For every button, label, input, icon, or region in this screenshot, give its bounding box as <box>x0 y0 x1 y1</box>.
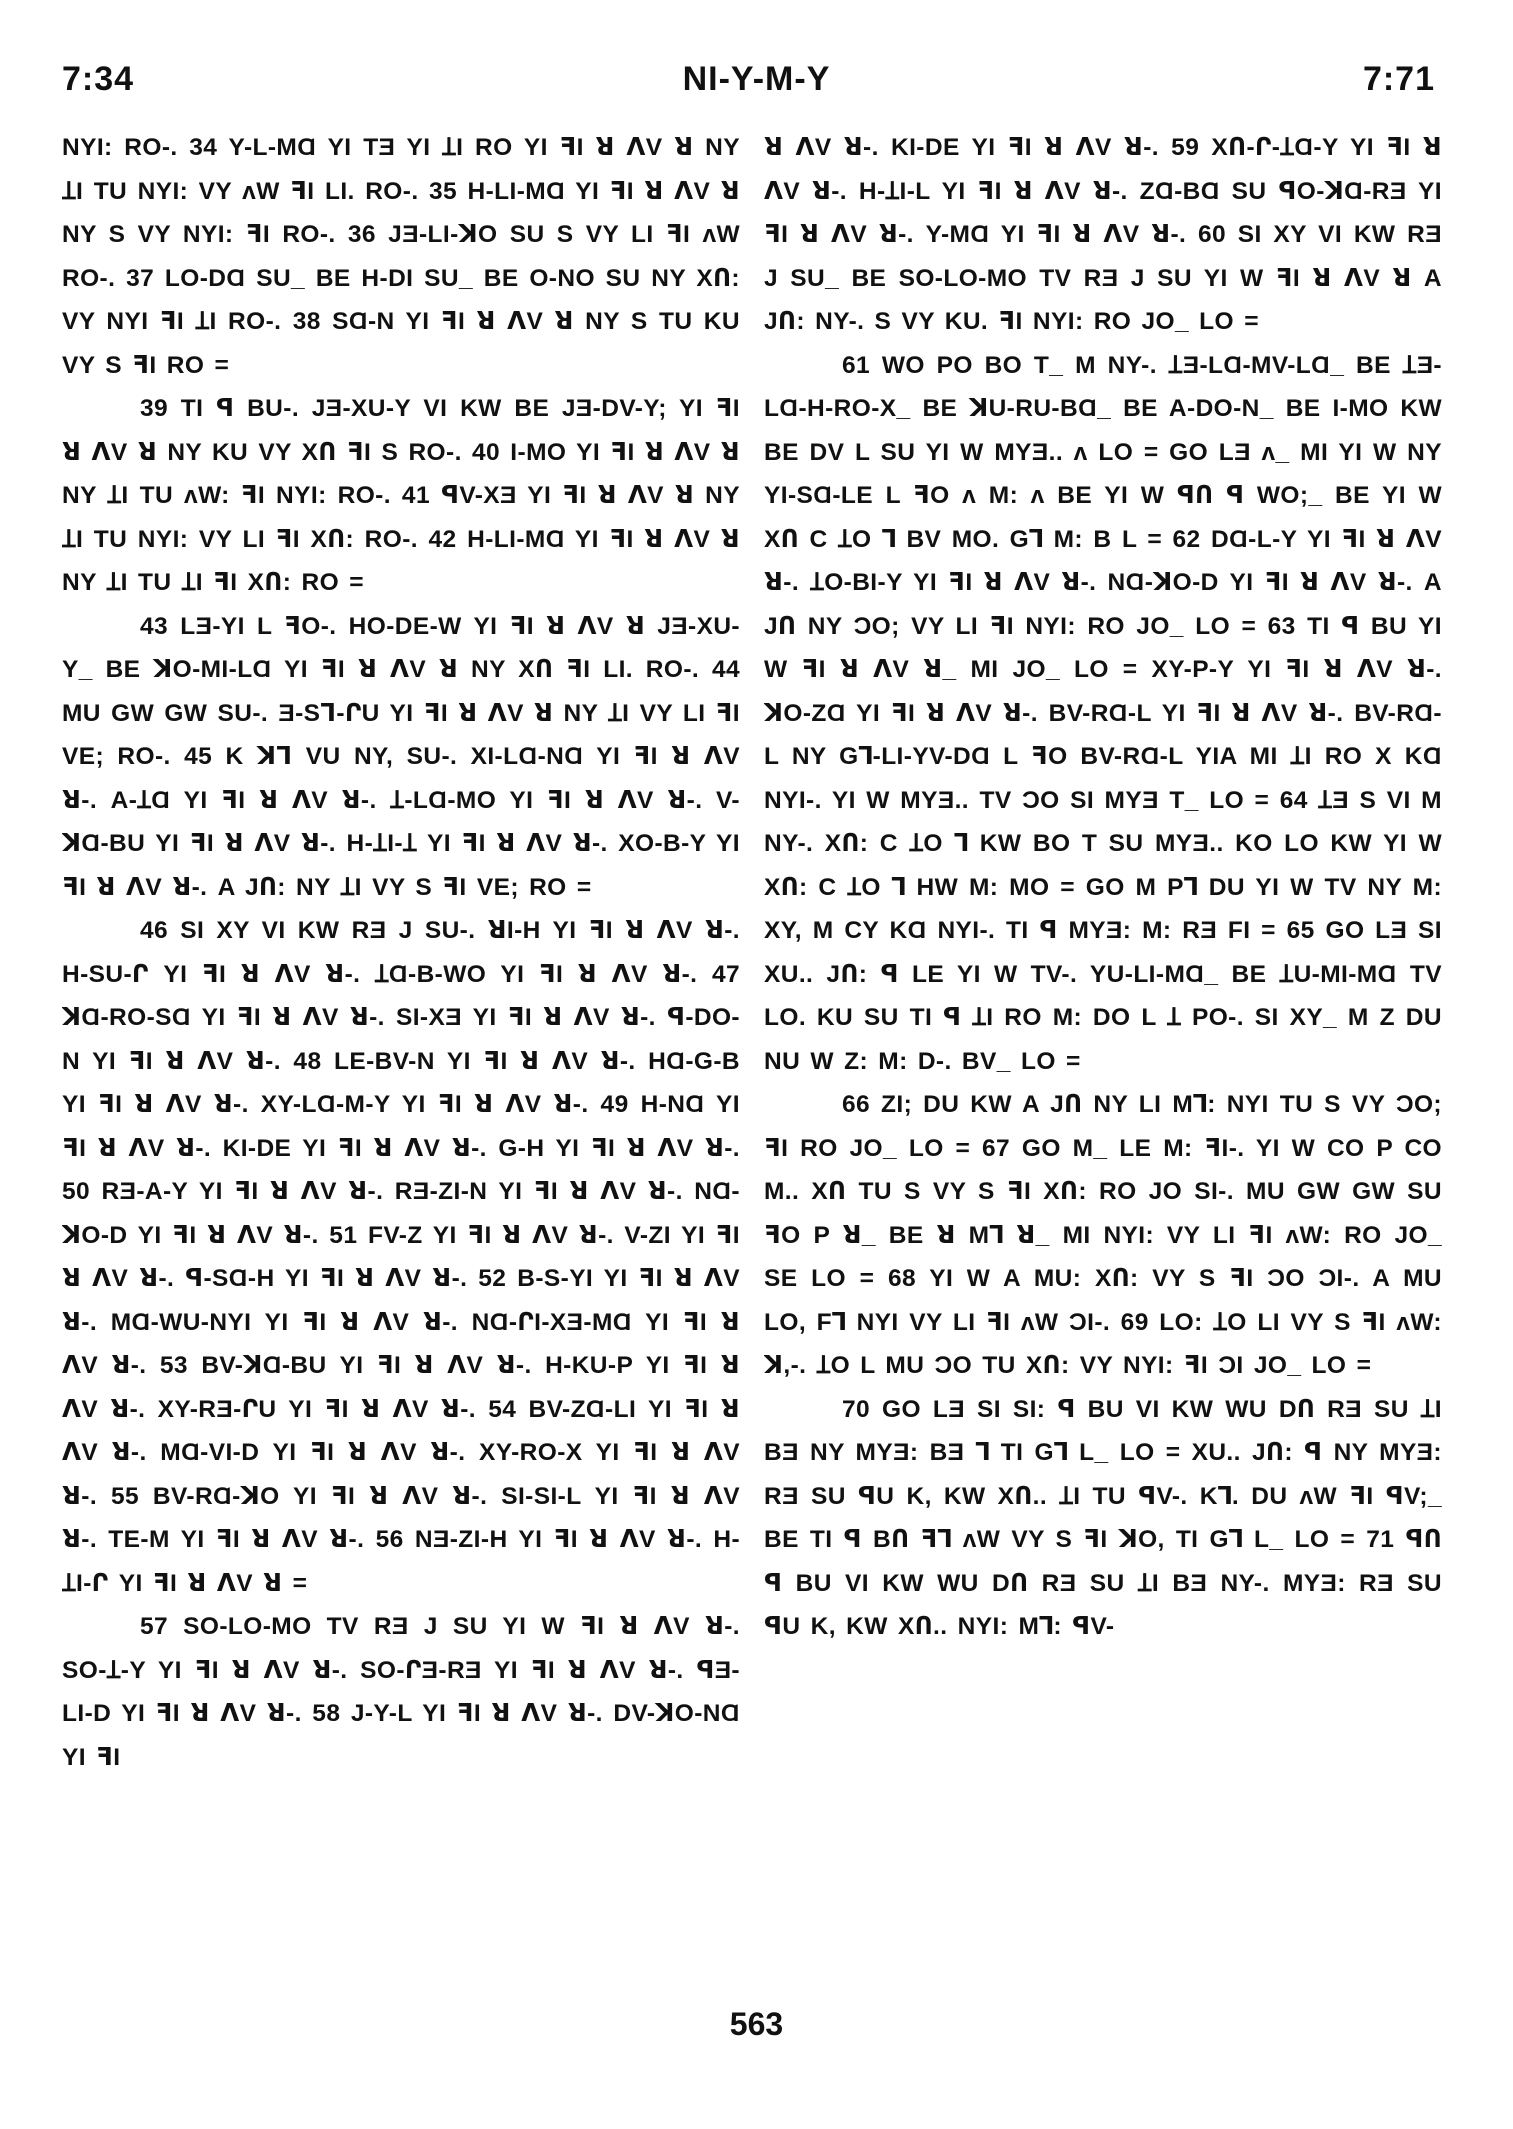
verse-text: ꞱƎ S VI M NY-. XՈ: C ꞱO ꓶ KW BO T SU MYƎ.. KO LO KW YI W XՈ: C ꞱO ꓶ HW M: MO = GO M Pꓶ DU YI W TV NY M: XY, M CY KⱭ NYI-. TI ꟼ MYƎ: M: RƎ FI = <box>764 786 1442 944</box>
left-text-column <box>62 126 740 1986</box>
verse-number: 45 <box>184 743 213 770</box>
verse-text: BV-ZⱭ-LI YI ꟻI ꓤ ꓥV ꓤ-. MⱭ-VI-D YI ꟻI ꓤ ꓥV ꓤ-. XY-RO-X YI ꟻI ꓤ ꓥV ꓤ-. <box>62 1395 740 1510</box>
verse-text: NYI: RO-. <box>62 134 190 161</box>
verse-text: GO LƎ SI SI: ꟼ BU VI KW WU DՈ RƎ SU ꞱI BƎ NY MYƎ: BƎ ꓶ TI Gꓶ L_ LO = XU.. JՈ: ꟼ NY MYƎ: RƎ SU ꟼU K, KW XՈ.. ꞱI TU ꟼV-. Kꓶ. DU ʌW ꟻI ꟼV;_ BE TI ꟼ BՈ ꟻꓶ ʌW VY S ꟻI ꓘO, TI Gꓶ L_ LO = <box>764 1395 1442 1553</box>
verse-number: 68 <box>874 1265 916 1292</box>
verse-number: 50 <box>62 1178 91 1205</box>
verse-text: FV-Z YI ꟻI ꓤ ꓥV ꓤ-. V-ZI YI ꟻI ꓤ ꓥV ꓤ-. ꟼ-SⱭ-H YI ꟻI ꓤ ꓥV ꓤ-. <box>62 1221 740 1292</box>
paragraph <box>62 387 740 605</box>
verse-number: 64 <box>1269 786 1308 814</box>
verse-number: 48 <box>293 1047 322 1075</box>
verse-text: LƎ-YI L ꟻO-. HO-DE-W YI ꟻI ꓤ ꓥV ꓤ JƎ-XU-Y_ BE ꓘO-MI-LⱭ YI ꟻI ꓤ ꓥV ꓤ NY XՈ ꟻI LI. RO-. <box>62 612 740 683</box>
paragraph <box>62 126 740 387</box>
verse-number: 69 <box>1120 1308 1149 1336</box>
verse-number: 61 <box>842 351 871 379</box>
verse-text: LO-DⱭ SU_ BE H-DI SU_ BE O-NO SU NY XՈ: VY NYI ꟻI ꞱI RO-. <box>62 264 740 335</box>
verse-number: 44 <box>711 656 740 683</box>
verse-number: 43 <box>140 612 169 640</box>
header-book-title: NI-Y-M-Y <box>682 60 831 98</box>
paragraph <box>764 1388 1442 1649</box>
verse-number: 54 <box>488 1395 517 1423</box>
verse-text: BV-ꓘⱭ-BU YI ꟻI ꓤ ꓥV ꓤ-. H-KU-P YI ꟻI ꓤ ꓥV ꓤ-. XY-RƎ-ՐU YI ꟻI ꓤ ꓥV ꓤ-. <box>62 1352 740 1423</box>
header-chapter-verse-end: 7:71 <box>1362 60 1435 98</box>
verse-number: 47 <box>711 960 740 988</box>
verse-number: 52 <box>478 1265 507 1292</box>
verse-text: RƎ-A-Y YI ꟻI ꓤ ꓥV ꓤ-. RƎ-ZI-N YI ꟻI ꓤ ꓥV ꓤ-. NⱭ-ꓘO-D YI ꟻI ꓤ ꓥV ꓤ-. <box>62 1178 740 1249</box>
verse-text: ꓤ ꓥV ꓤ-. KI-DE YI ꟻI ꓤ ꓥV ꓤ-. <box>764 134 1172 161</box>
verse-number: 71 <box>1355 1526 1395 1553</box>
right-text-column <box>764 126 1442 1986</box>
verse-number: 66 <box>842 1091 871 1118</box>
paragraph <box>764 126 1442 344</box>
verse-number: 42 <box>428 525 457 553</box>
verse-number: 46 <box>140 917 169 944</box>
paragraph <box>62 605 740 910</box>
verse-text: ꟼV-XƎ YI ꟻI ꓤ ꓥV ꓤ NY ꞱI TU NYI: VY LI ꟻI XՈ: RO-. <box>62 482 740 553</box>
verse-text: GO LƎ SI XU.. JՈ: ꟼ LE YI W TV-. YU-LI-MⱭ_ BE ꞱU-MI-MⱭ TV LO. KU SU TI ꟼ ꞱI RO M: DO L Ʇ PO-. SI XY_ M Z DU NU W Z: M: D-. BV_ LO = <box>764 917 1442 1075</box>
verse-number: 60 <box>1197 221 1227 248</box>
verse-text: WO PO BO T_ M NY-. ꞱƎ-LⱭ-MV-LⱭ_ BE ꞱƎ-LⱭ-H-RO-X_ BE ꓘU-RU-BⱭ_ BE A-DO-N_ BE I-MO KW BE DV L SU YI W MYƎ.. ʌ LO = GO LƎ ʌ_ MI YI W NY YI-SⱭ-LE L ꟻO ʌ M: ʌ BE YI W ꟼՈ ꟼ WO;_ BE YI W XՈ C ꞱO ꓶ BV MO. Gꓶ M: B L = <box>764 351 1442 553</box>
verse-text: YI W A MU: XՈ: VY S ꟻI ƆO ƆI-. A MU LO, Fꓶ NYI VY LI ꟻI ʌW ƆI-. <box>764 1265 1442 1336</box>
verse-text: TI ꟼ BU YI W ꟻI ꓤ ꓥV ꓤ_ MI JO_ LO = XY-P-Y YI ꟻI ꓤ ꓥV ꓤ-. ꓘO-ZⱭ YI ꟻI ꓤ ꓥV ꓤ-. BV-RⱭ-L YI ꟻI ꓤ ꓥV ꓤ-. BV-RⱭ-L NY Gꓶ-LI-YV-DⱭ L ꟻO BV-RⱭ-L YIA MI ꞱI RO X KⱭ NYI-. YI W MYƎ.. TV ƆO SI MYƎ T_ LO = <box>764 612 1442 814</box>
verse-text: K ꓘꞀ VU NY, SU-. XI-LⱭ-NⱭ YI ꟻI ꓤ ꓥV ꓤ-. A-ꞱⱭ YI ꟻI ꓤ ꓥV ꓤ-. Ʇ-LⱭ-MO YI ꟻI ꓤ ꓥV ꓤ-. V-ꓘⱭ-BU YI ꟻI ꓤ ꓥV ꓤ-. H-ꞱI-Ʇ YI ꟻI ꓤ ꓥV ꓤ-. XO-B-Y YI ꟻI ꓤ ꓥV ꓤ-. A JՈ: NY ꞱI VY S ꟻI VE; RO = <box>62 743 740 901</box>
verse-number: 57 <box>140 1613 169 1640</box>
verse-text: JƎ-LI-ꓘO SU S VY LI ꟻI ʌW RO-. <box>62 221 740 292</box>
verse-text: B-S-YI YI ꟻI ꓤ ꓥV ꓤ-. MⱭ-WU-NYI YI ꟻI ꓤ ꓥV ꓤ-. NⱭ-ՐI-XƎ-MⱭ YI ꟻI ꓤ ꓥV ꓤ-. <box>62 1265 740 1379</box>
verse-text: SO-LO-MO TV RƎ J SU YI W ꟻI ꓤ ꓥV ꓤ-. SO-Ʇ-Y YI ꟻI ꓤ ꓥV ꓤ-. SO-ՐƎ-RƎ YI ꟻI ꓤ ꓥV ꓤ-. ꟼƎ-LI-D YI ꟻI ꓤ ꓥV ꓤ-. <box>62 1613 740 1727</box>
verse-text: GO M_ LE M: ꟻI-. YI W CO P CO M.. XՈ TU S VY S ꟻI XՈ: RO JO SI-. MU GW GW SU ꟻO P ꓤ_ BE ꓤ Mꓶ ꓤ_ MI NYI: VY LI ꟻI ʌW: RO JO_ SE LO = <box>764 1134 1442 1292</box>
verse-text: ꟼՈ ꟼ BU VI KW WU DՈ RƎ SU ꞱI BƎ NY-. MYƎ: RƎ SU ꟼU K, KW XՈ.. NYI: Mꓶ: ꟼV- <box>764 1526 1442 1640</box>
verse-number: 53 <box>159 1352 188 1379</box>
verse-text: XՈ-Ր-ꞱⱭ-Y YI ꟻI ꓤ ꓥV ꓤ-. H-ꞱI-L YI ꟻI ꓤ ꓥV ꓤ-. ZⱭ-BⱭ SU ꟼO-ꓘⱭ-RƎ YI ꟻI ꓤ ꓥV ꓤ-. Y-MⱭ YI ꟻI ꓤ ꓥV ꓤ-. <box>764 134 1442 248</box>
verse-number: 40 <box>472 438 501 466</box>
verse-text: LE-BV-N YI ꟻI ꓤ ꓥV ꓤ-. HⱭ-G-B YI ꟻI ꓤ ꓥV ꓤ-. XY-LⱭ-M-Y YI ꟻI ꓤ ꓥV ꓤ-. <box>62 1047 740 1118</box>
verse-number: 55 <box>110 1482 139 1510</box>
verse-number: 56 <box>375 1526 404 1553</box>
paragraph <box>62 909 740 1605</box>
verse-number: 41 <box>401 482 430 509</box>
verse-text: DⱭ-L-Y YI ꟻI ꓤ ꓥV ꓤ-. ꞱO-BI-Y YI ꟻI ꓤ ꓥV ꓤ-. NⱭ-ꓘO-D YI ꟻI ꓤ ꓥV ꓤ-. A JՈ NY ƆO; VY LI ꟻI NYI: RO JO_ LO = <box>764 525 1442 640</box>
verse-text: SI XY VI KW RƎ J SU_ BE SO-LO-MO TV RƎ J SU YI W ꟻI ꓤ ꓥV ꓤ A JՈ: NY-. S VY KU. ꟻI NYI: RO JO_ LO = <box>764 221 1442 335</box>
paragraph <box>62 1605 740 1779</box>
verse-text: ꓘⱭ-RO-SⱭ YI ꟻI ꓤ ꓥV ꓤ-. SI-XƎ YI ꟻI ꓤ ꓥV ꓤ-. ꟼ-DO-N YI ꟻI ꓤ ꓥV ꓤ-. <box>62 1004 740 1075</box>
verse-number: 59 <box>1171 134 1200 161</box>
verse-number: 38 <box>292 308 321 335</box>
verse-text: MU GW GW SU-. Ǝ-SꞀ-ՐU YI ꟻI ꓤ ꓥV ꓤ NY ꞱI VY LI ꟻI VE; RO-. <box>62 699 740 770</box>
verse-number: 70 <box>842 1395 871 1423</box>
verse-number: 34 <box>189 134 218 161</box>
paragraph <box>764 1083 1442 1388</box>
verse-number: 62 <box>1162 525 1201 553</box>
header-chapter-verse-start: 7:34 <box>62 60 135 98</box>
verse-number: 58 <box>312 1700 341 1727</box>
verse-text: TI ꟼ BU-. JƎ-XU-Y VI KW BE JƎ-DV-Y; YI ꟻI ꓤ ꓥV ꓤ NY KU VY XՈ ꟻI S RO-. <box>62 395 740 466</box>
verse-number: 36 <box>347 221 376 248</box>
verse-text: NƎ-ZI-H YI ꟻI ꓤ ꓥV ꓤ-. H-ꞱI-Ր YI ꟻI ꓤ ꓥV ꓤ = <box>62 1526 740 1597</box>
verse-number: 35 <box>429 177 458 205</box>
verse-number: 63 <box>1256 612 1296 640</box>
verse-text: SⱭ-N YI ꟻI ꓤ ꓥV ꓤ NY S TU KU VY S ꟻI RO = <box>62 308 740 379</box>
verse-text: H-NⱭ YI ꟻI ꓤ ꓥV ꓤ-. KI-DE YI ꟻI ꓤ ꓥV ꓤ-. G-H YI ꟻI ꓤ ꓥV ꓤ-. <box>62 1091 740 1162</box>
verse-number: 65 <box>1275 917 1315 944</box>
verse-number: 37 <box>126 264 155 292</box>
verse-number: 39 <box>140 395 169 422</box>
verse-text: LO: ꞱO LI VY S ꟻI ʌW: ꓘ,-. ꞱO L MU ƆO TU XՈ: VY NYI: ꟻI ƆI JO_ LO = <box>764 1308 1442 1379</box>
verse-text: SI XY VI KW RƎ J SU-. ꓤI-H YI ꟻI ꓤ ꓥV ꓤ-. H-SU-Ր YI ꟻI ꓤ ꓥV ꓤ-. ꞱⱭ-B-WO YI ꟻI ꓤ ꓥV ꓤ-. <box>62 917 740 988</box>
verse-text: H-LI-MⱭ YI ꟻI ꓤ ꓥV ꓤ NY S VY NYI: ꟻI RO-. <box>62 177 740 248</box>
verse-number: 51 <box>329 1221 358 1249</box>
verse-number: 49 <box>600 1091 629 1118</box>
verse-text: ZI; DU KW A JՈ NY LI Mꓶ: NYI TU S VY ƆO; ꟻI RO JO_ LO = <box>764 1091 1442 1162</box>
verse-text: Y-L-MⱭ YI TƎ YI ꞱI RO YI ꟻI ꓤ ꓥV ꓤ NY ꞱI TU NYI: VY ʌW ꟻI LI. RO-. <box>62 134 740 205</box>
verse-number: 67 <box>970 1134 1011 1162</box>
verse-text: I-MO YI ꟻI ꓤ ꓥV ꓤ NY ꞱI TU ʌW: ꟻI NYI: RO-. <box>62 438 740 509</box>
paragraph <box>764 344 1442 1084</box>
verse-text: J-Y-L YI ꟻI ꓤ ꓥV ꓤ-. DV-ꓘO-NⱭ YI ꟻI <box>62 1700 740 1771</box>
verse-text: H-LI-MⱭ YI ꟻI ꓤ ꓥV ꓤ NY ꞱI TU ꞱI ꟻI XՈ: RO = <box>62 525 740 596</box>
page-number: 563 <box>729 2006 784 2042</box>
verse-text: BV-RⱭ-ꓘO YI ꟻI ꓤ ꓥV ꓤ-. SI-SI-L YI ꟻI ꓤ ꓥV ꓤ-. TE-M YI ꟻI ꓤ ꓥV ꓤ-. <box>62 1482 740 1553</box>
